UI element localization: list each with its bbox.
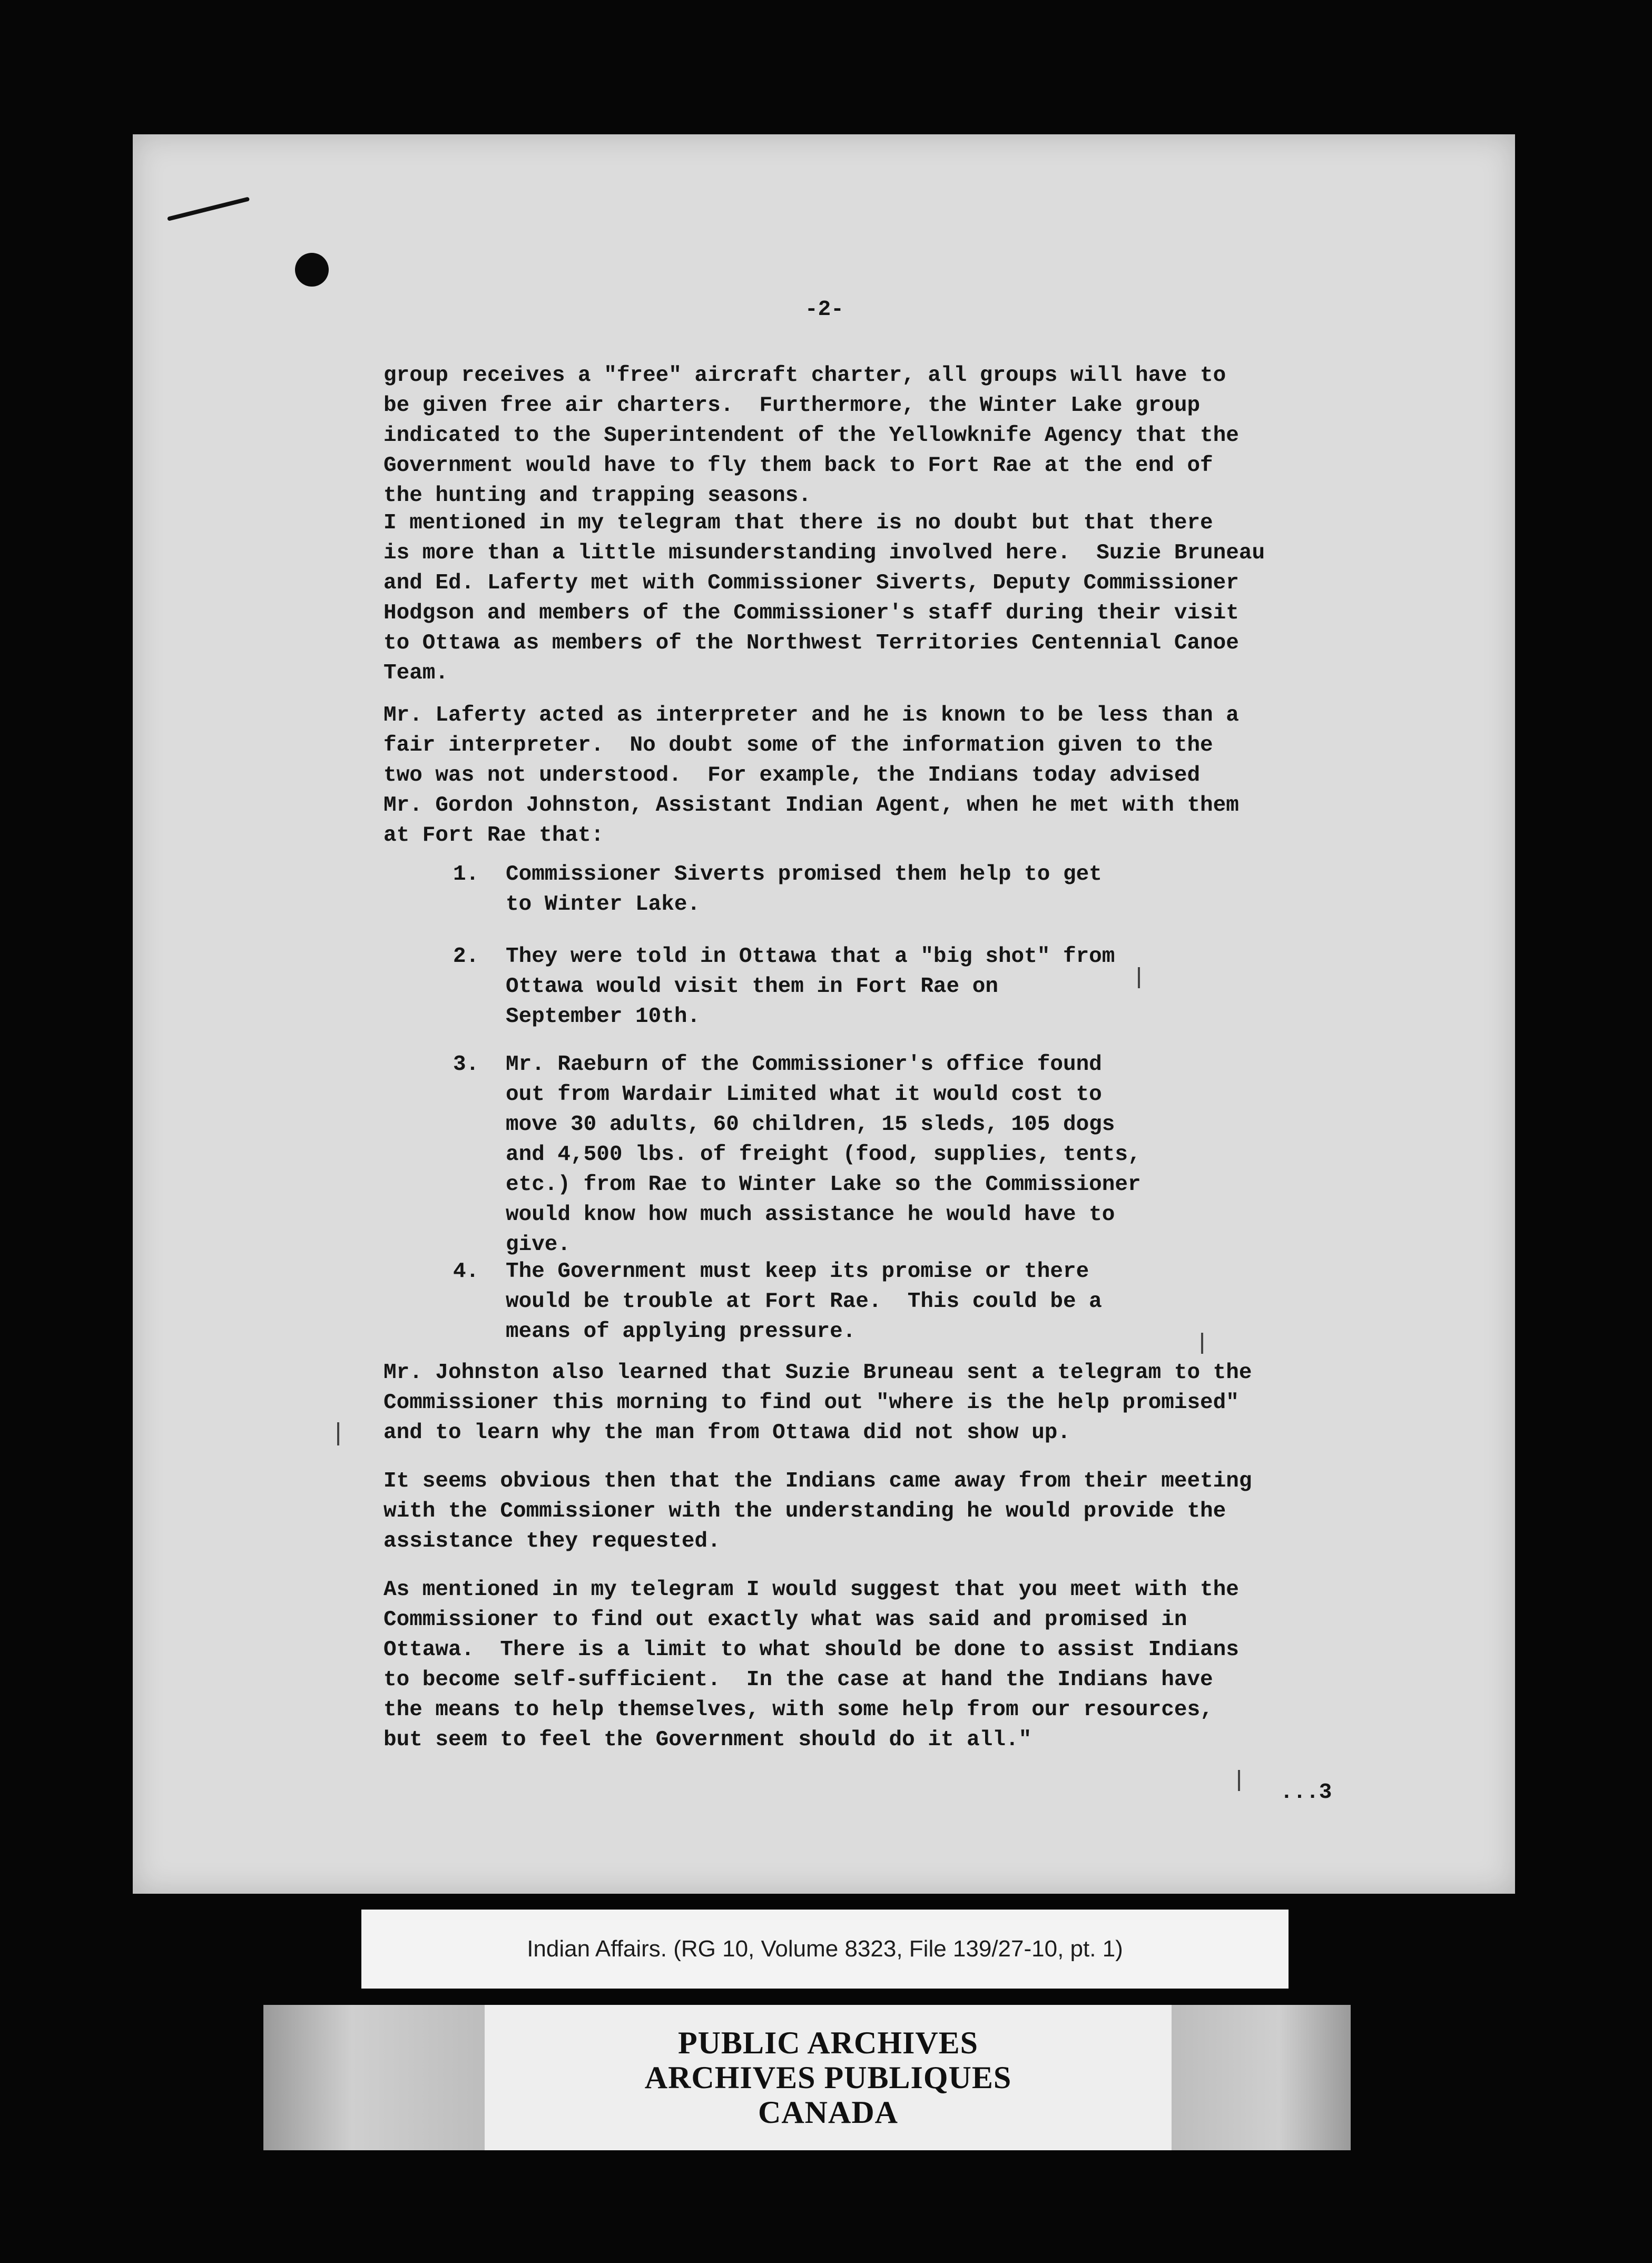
archive-caption-label: [361, 1910, 1289, 1989]
paragraph-4: Mr. Johnston also learned that Suzie Bruneau sent a telegram to the Commissioner this morning to find out "where is the help promised" and to learn why the man from Ottawa did not show up.: [384, 1361, 1252, 1445]
film-mark: [1201, 1333, 1203, 1354]
list-item-number: 4.: [453, 1260, 479, 1284]
list-item-text: The Government must keep its promise or there would be trouble at Fort Rae. This could be a means of applying pressure.: [506, 1260, 1102, 1344]
stamp-line-2: ARCHIVES PUBLIQUES: [644, 2060, 1012, 2095]
list-item-number: 1.: [453, 862, 479, 887]
punch-hole: [295, 253, 329, 287]
film-mark: [337, 1422, 339, 1445]
archive-caption: Indian Affairs. (RG 10, Volume 8323, File 139/27-10, pt. 1): [527, 1936, 1123, 1962]
list-item-text: Commissioner Siverts promised them help to get to Winter Lake.: [506, 862, 1102, 917]
paragraph-6: As mentioned in my telegram I would suggest that you meet with the Commissioner to find out exactly what was said and promised in Ottawa. There is a limit to what should be done to assist Indians to become self-sufficient. In the case at hand the Indians have the means to help themselves, with some help from our resources, but seem to feel the Government should do it all.": [384, 1578, 1239, 1752]
stamp-line-1: PUBLIC ARCHIVES: [677, 2025, 979, 2060]
paragraph-2: I mentioned in my telegram that there is no doubt but that there is more than a little misunderstanding involved here. Suzie Bruneau and Ed. Laferty met with Commissioner Siverts, Deputy Commissioner Hodgson and members of the Commissioner's staff during their visit to Ottawa as members of the Northwest Territories Centennial Canoe Team.: [384, 511, 1265, 685]
list-item-text: Mr. Raeburn of the Commissioner's office found out from Wardair Limited what it would cost to move 30 adults, 60 children, 15 sleds, 105 dogs and 4,500 lbs. of freight (food, supplies, tents, etc.) from Rae to Winter Lake so the Commissioner would know how much assistance he would have to give.: [506, 1052, 1141, 1257]
continued-marker: ...3: [1280, 1780, 1332, 1805]
stamp-edge-left: [263, 2005, 485, 2150]
paragraph-3: Mr. Laferty acted as interpreter and he is known to be less than a fair interpreter. No doubt some of the information given to the two was not understood. For example, the Indians today advised Mr. Gordon Johnston, Assistant Indian Agent, when he met with them at Fort Rae that:: [384, 703, 1239, 848]
paragraph-1: group receives a "free" aircraft charter, all groups will have to be given free air charters. Furthermore, the Winter Lake group indicated to the Superintendent of the Yellowknife Agency that the Government would have to fly them back to Fort Rae at the end of the hunting and trapping seasons.: [384, 363, 1239, 508]
stamp-label: [485, 2005, 1172, 2150]
film-mark: [1138, 967, 1140, 988]
archives-stamp: [263, 2005, 1351, 2150]
page-number: -2-: [805, 298, 844, 322]
list-item-text: They were told in Ottawa that a "big shot" from Ottawa would visit them in Fort Rae on September 10th.: [506, 944, 1115, 1029]
list-item-number: 3.: [453, 1052, 479, 1077]
stamp-line-3: CANADA: [758, 2095, 898, 2130]
stamp-edge-right: [1172, 2005, 1351, 2150]
film-mark: [1238, 1770, 1240, 1791]
list-item-number: 2.: [453, 944, 479, 969]
paragraph-5: It seems obvious then that the Indians came away from their meeting with the Commissioner with the understanding he would provide the assistance they requested.: [384, 1469, 1252, 1553]
